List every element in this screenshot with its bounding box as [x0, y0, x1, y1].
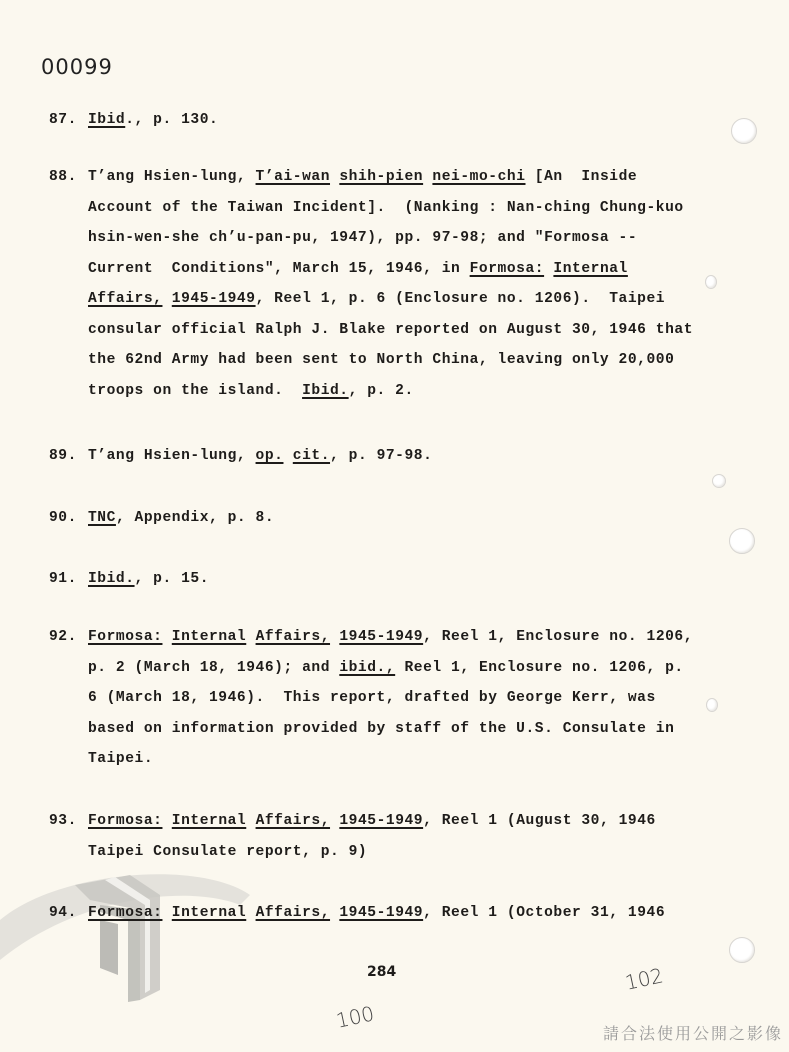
underlined-title: Formosa: [88, 905, 163, 921]
text-run [283, 448, 292, 464]
underlined-title: Internal [171, 905, 247, 921]
underlined-title: Internal [553, 260, 628, 277]
text-run [162, 291, 171, 307]
binder-hole-small [712, 474, 726, 488]
footnote [49, 622, 693, 775]
text-run: , Reel 1, Enclosure no. 1206, [423, 629, 694, 645]
footnote-text [88, 162, 693, 406]
underlined-title: Affairs, [88, 291, 163, 307]
footnote-line [88, 254, 693, 285]
usage-watermark: 請合法使用公開之影像 [602, 1024, 783, 1043]
footnote-text [88, 564, 209, 595]
footnote-line [88, 837, 656, 868]
text-run: Account of the Taiwan Incident]. (Nanking : Nan-ching Chung-kuo [88, 199, 684, 216]
text-run: hsin-wen-she ch’u-pan-pu, 1947), pp. 97-98; and "Formosa -- [88, 230, 638, 246]
underlined-title: 1945-1949 [339, 905, 424, 921]
text-run [162, 905, 171, 921]
footnote [49, 162, 693, 406]
text-run: ., p. 130. [125, 112, 219, 128]
text-run: Reel 1, Enclosure no. 1206, p. [395, 659, 684, 676]
footnote-line [88, 193, 693, 224]
footnote-line [88, 564, 209, 595]
footnote [49, 564, 209, 595]
document-number: 00099 [41, 55, 113, 79]
text-run: , p. 2. [348, 382, 414, 399]
footnote-line [88, 284, 693, 315]
underlined-title: shih-pien [339, 169, 424, 185]
underlined-title: Internal [171, 629, 247, 645]
footnote-text [88, 503, 274, 534]
footnote-line [88, 105, 218, 136]
footnote-line [88, 744, 693, 775]
text-run: , Reel 1 (August 30, 1946 [423, 813, 656, 829]
footnote [49, 441, 432, 472]
text-run: , Reel 1 (October 31, 1946 [423, 905, 666, 921]
text-run: , p. 97-98. [330, 448, 433, 464]
footnote-number: 90. [49, 510, 77, 526]
text-run [162, 813, 171, 829]
binder-hole [729, 528, 755, 554]
page-number: 284 [367, 964, 397, 980]
underlined-title: T’ai-wan [255, 169, 331, 185]
footnote-text [88, 622, 693, 775]
binder-hole [731, 118, 757, 144]
footnote-number: 91. [49, 571, 77, 587]
footnote-number: 94. [49, 905, 77, 921]
footnote-line [88, 622, 693, 653]
footnote-line [88, 441, 432, 472]
footnote-number: 89. [49, 448, 77, 464]
underlined-title: Formosa: [469, 260, 545, 277]
footnote-line [88, 376, 693, 407]
text-run [330, 629, 339, 645]
binder-hole-small [706, 698, 718, 712]
footnote-number: 92. [49, 629, 77, 645]
underlined-title: Affairs, [255, 905, 331, 921]
text-run [246, 905, 255, 921]
archive-logo-watermark [0, 850, 260, 1010]
footnote [49, 806, 656, 867]
underlined-title: TNC [88, 510, 116, 526]
underlined-title: nei-mo-chi [432, 169, 526, 185]
text-run [330, 813, 339, 829]
handwritten-number-left: 100 [333, 1001, 377, 1033]
footnote-line [88, 898, 665, 929]
binder-hole [729, 937, 755, 963]
footnote-line [88, 315, 693, 346]
text-run: , p. 15. [134, 571, 210, 587]
footnote-text [88, 806, 656, 867]
footnote-text [88, 105, 218, 136]
underlined-title: Internal [171, 813, 247, 829]
underlined-title: Affairs, [255, 629, 331, 645]
text-run: Taipei Consulate report, p. 9) [88, 843, 368, 860]
text-run [330, 169, 339, 185]
underlined-title: Ibid. [88, 571, 135, 587]
text-run: Taipei. [88, 751, 154, 767]
underlined-title: Affairs, [255, 813, 331, 829]
underlined-title: 1945-1949 [171, 291, 256, 307]
footnote-line [88, 223, 693, 254]
text-run: 6 (March 18, 1946). This report, drafted by George Kerr, was [88, 690, 656, 706]
text-run: the 62nd Army had been sent to North China, leaving only 20,000 [88, 352, 675, 368]
underlined-title: 1945-1949 [339, 629, 424, 645]
text-run [246, 813, 255, 829]
text-run: T’ang Hsien-lung, [88, 448, 256, 464]
footnote-line [88, 345, 693, 376]
underlined-title: cit. [292, 448, 331, 464]
footnote-line [88, 683, 693, 714]
text-run: troops on the island. [88, 382, 303, 399]
footnote-text [88, 898, 665, 929]
text-run: [An Inside [525, 169, 638, 185]
underlined-title: Formosa: [88, 813, 163, 829]
underlined-title: Ibid. [302, 382, 349, 399]
underlined-title: op. [255, 448, 284, 464]
text-run [162, 629, 171, 645]
text-run: , Reel 1, p. 6 (Enclosure no. 1206). Taipei [255, 291, 666, 307]
footnote [49, 503, 274, 534]
text-run: , Appendix, p. 8. [115, 510, 275, 526]
underlined-title: ibid., [339, 659, 396, 676]
text-run: p. 2 (March 18, 1946); and [88, 659, 340, 676]
text-run: based on information provided by staff of the U.S. Consulate in [88, 720, 675, 737]
footnote-number: 88. [49, 169, 77, 185]
text-run: Current Conditions", March 15, 1946, in [88, 260, 470, 277]
text-run: consular official Ralph J. Blake reported on August 30, 1946 that [88, 321, 693, 338]
footnote-line [88, 714, 693, 745]
footnote-line [88, 806, 656, 837]
footnote [49, 898, 665, 929]
handwritten-number-right: 102 [622, 963, 666, 995]
footnote-line [88, 162, 693, 193]
footnote-line [88, 503, 274, 534]
underlined-title: Formosa: [88, 629, 163, 645]
text-run [246, 629, 255, 645]
underlined-title: 1945-1949 [339, 813, 424, 829]
footnote-line [88, 653, 693, 684]
text-run [330, 905, 339, 921]
text-run: T’ang Hsien-lung, [88, 169, 256, 185]
binder-hole-small [705, 275, 717, 289]
footnote-number: 87. [49, 112, 77, 128]
underlined-title: Ibid [88, 112, 126, 128]
footnote-number: 93. [49, 813, 77, 829]
text-run [544, 261, 553, 277]
footnote-text [88, 441, 432, 472]
footnote [49, 105, 218, 136]
